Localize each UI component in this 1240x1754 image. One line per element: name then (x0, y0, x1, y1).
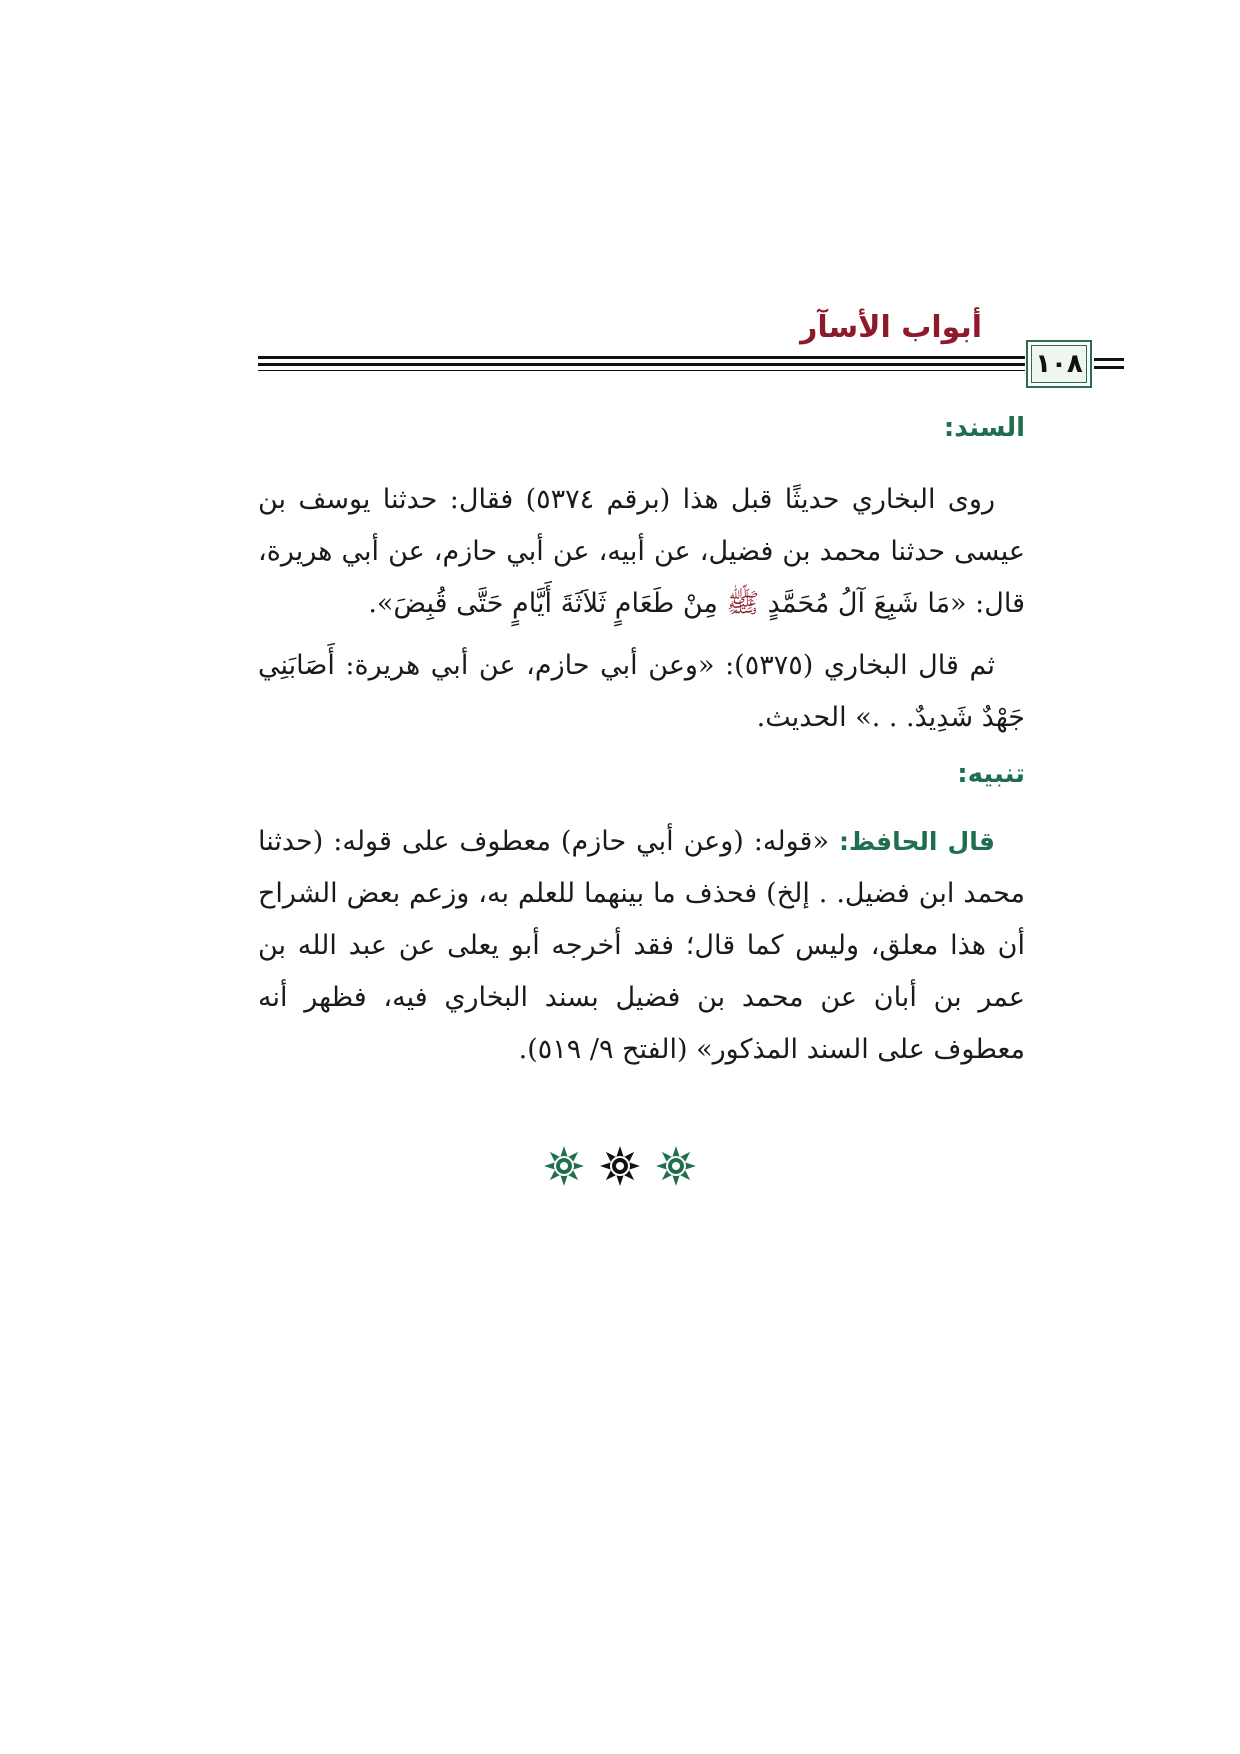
page-number-text: ١٠٨ (1035, 349, 1083, 379)
paragraph: ثم قال البخاري (٥٣٧٥): «وعن أبي حازم، عن أبي هريرة: أَصَابَنِي جَهْدٌ شَدِيدٌ. . .» الحديث. (258, 650, 1025, 733)
book-title: أبواب الأسآر (800, 310, 982, 345)
page-body (258, 408, 1025, 1086)
paragraph-text: «قوله: (وعن أبي حازم) معطوف على قوله: (حدثنا محمد ابن فضيل. . إلخ) فحذف ما بينهما للعلم به، وزعم بعض الشراح أن هذا معلق، وليس كما قال؛ فقد أخرجه أبو يعلى عن عبد الله بن عمر بن أبان عن محمد بن فضيل بسند البخاري فيه، فظهر أنه معطوف على السند المذكور» (الفتح ٩/ ٥١٩). (258, 826, 1025, 1065)
header-rule (1094, 358, 1124, 361)
paragraph (258, 474, 1025, 630)
ornament-icon (543, 1145, 585, 1187)
page-number (1026, 340, 1092, 388)
ornament-icon (655, 1145, 697, 1187)
paragraph-text: روى البخاري حديثًا قبل هذا (برقم ٥٣٧٤) فقال: حدثنا يوسف بن عيسى حدثنا محمد بن فضيل، عن أبيه، عن أبي حازم، عن أبي هريرة، قال: «مَا شَبِعَ آلُ مُحَمَّدٍ (258, 484, 1025, 619)
section-heading-sanad: السند: (943, 413, 1025, 443)
quote-attribution: قال الحافظ: (838, 827, 995, 856)
section-end-ornaments (0, 1145, 1240, 1187)
salutation-glyph: ﷺ (726, 588, 760, 619)
header-rule (258, 356, 1025, 359)
header-rule (1094, 366, 1124, 369)
paragraph-text: مِنْ طَعَامٍ ثَلاَثَةَ أَيَّامٍ حَتَّى قُبِضَ». (368, 588, 718, 619)
section-heading-note: تنبيه: (957, 759, 1025, 789)
header-rule (258, 370, 1025, 371)
ornament-icon (599, 1145, 641, 1187)
paragraph (258, 816, 1025, 1076)
header-rule (258, 363, 1025, 366)
